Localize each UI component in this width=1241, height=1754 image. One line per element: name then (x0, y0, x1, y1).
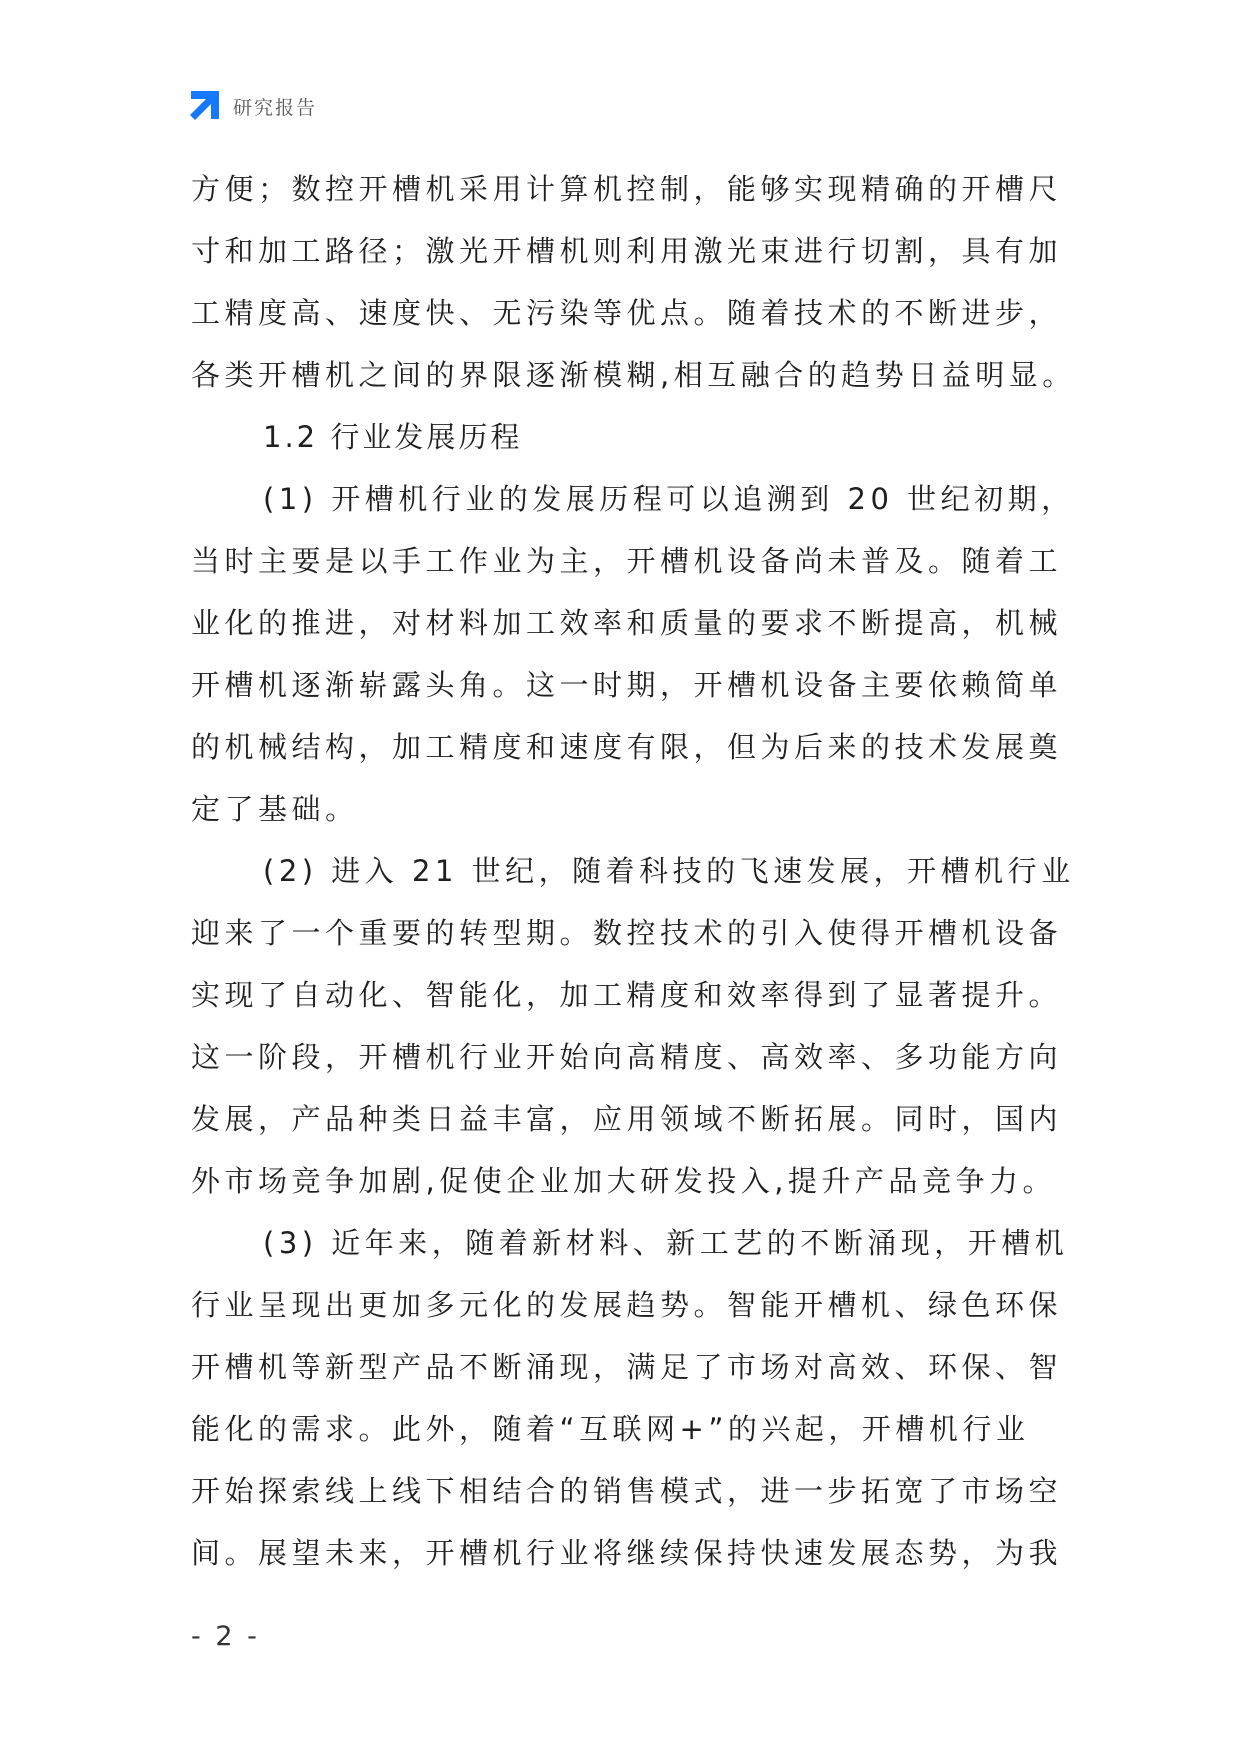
page-number: - 2 - (191, 1621, 260, 1652)
text-line: 业化的推进，对材料加工效率和质量的要求不断提高，机械 (191, 606, 1063, 640)
paragraph-start: (3) 近年来，随着新材料、新工艺的不断涌现，开槽机 (263, 1226, 1069, 1260)
paragraph-start: (2) 进入 21 世纪，随着科技的飞速发展，开槽机行业 (263, 854, 1075, 888)
text-line: 实现了自动化、智能化，加工精度和效率得到了显著提升。 (191, 978, 1063, 1012)
text-line: 这一阶段，开槽机行业开始向高精度、高效率、多功能方向 (191, 1040, 1063, 1074)
report-label: 研究报告 (233, 96, 318, 119)
text-line: 的机械结构，加工精度和速度有限，但为后来的技术发展奠 (191, 730, 1063, 764)
section-heading: 1.2 行业发展历程 (263, 420, 523, 454)
text-line: 外市场竞争加剧,促使企业加大研发投入,提升产品竞争力。 (191, 1164, 1056, 1198)
text-line: 当时主要是以手工作业为主，开槽机设备尚未普及。随着工 (191, 544, 1063, 578)
report-header (187, 88, 317, 124)
text-line: 发展，产品种类日益丰富，应用领域不断拓展。同时，国内 (191, 1102, 1063, 1136)
text-line: 间。展望未来，开槽机行业将继续保持快速发展态势，为我 (191, 1536, 1063, 1570)
text-line: 开槽机等新型产品不断涌现，满足了市场对高效、环保、智 (191, 1350, 1063, 1384)
text-line: 开始探索线上线下相结合的销售模式，进一步拓宽了市场空 (191, 1474, 1063, 1508)
document-body (191, 158, 1076, 1584)
text-line: 方便；数控开槽机采用计算机控制，能够实现精确的开槽尺 (191, 172, 1063, 206)
text-line: 寸和加工路径；激光开槽机则利用激光束进行切割，具有加 (191, 234, 1063, 268)
arrow-logo-icon (187, 89, 221, 123)
text-line: 开槽机逐渐崭露头角。这一时期，开槽机设备主要依赖简单 (191, 668, 1063, 702)
text-line: 能化的需求。此外，随着“互联网+”的兴起，开槽机行业 (191, 1412, 1030, 1446)
text-line: 各类开槽机之间的界限逐渐模糊,相互融合的趋势日益明显。 (191, 358, 1076, 392)
paragraph-start: (1) 开槽机行业的发展历程可以追溯到 20 世纪初期， (263, 482, 1075, 516)
text-line: 工精度高、速度快、无污染等优点。随着技术的不断进步， (191, 296, 1063, 330)
text-line: 定了基础。 (191, 792, 359, 826)
text-line: 迎来了一个重要的转型期。数控技术的引入使得开槽机设备 (191, 916, 1063, 950)
text-line: 行业呈现出更加多元化的发展趋势。智能开槽机、绿色环保 (191, 1288, 1063, 1322)
